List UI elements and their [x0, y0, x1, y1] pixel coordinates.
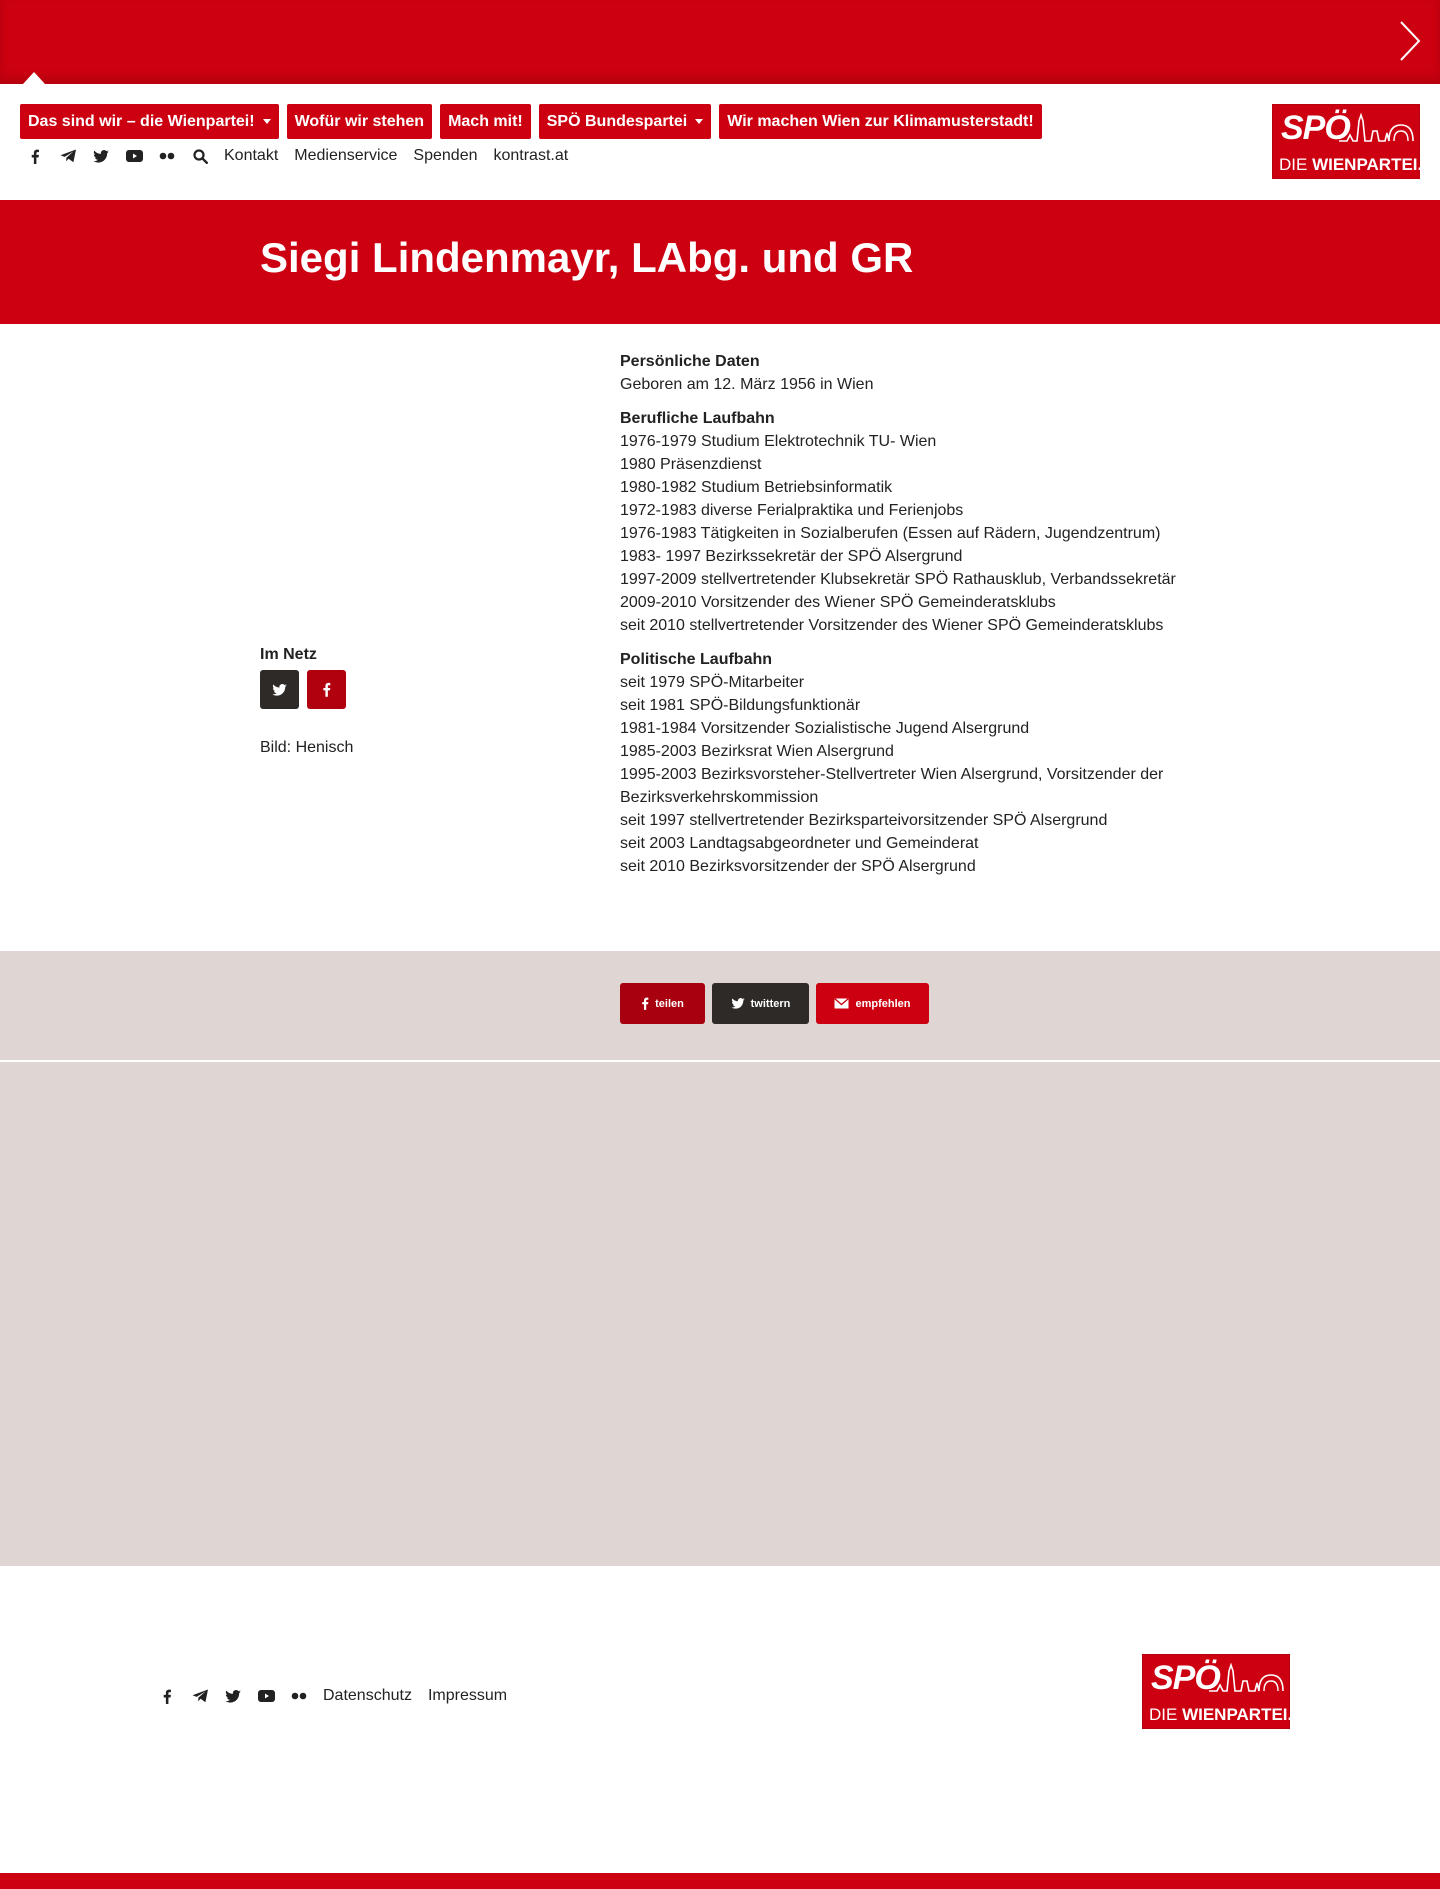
telegram-icon[interactable] — [59, 147, 77, 165]
nav-label: Wir machen Wien zur Klimamusterstadt! — [727, 113, 1034, 130]
caret-down-icon — [263, 119, 271, 124]
share-buttons — [620, 983, 929, 1024]
nav-label: Das sind wir – die Wienpartei! — [28, 113, 255, 130]
link-spenden[interactable]: Spenden — [413, 147, 478, 164]
list-item: 2009-2010 Vorsitzender des Wiener SPÖ Gemeinderatsklubs — [620, 594, 1056, 611]
section-title: Politische Laufbahn — [620, 651, 773, 668]
nav-item-das-sind-wir[interactable] — [20, 104, 279, 139]
bio-section-career — [620, 407, 1200, 637]
hero-banner — [0, 200, 1440, 324]
list-item: 1985-2003 Bezirksrat Wien Alsergrund — [620, 743, 894, 760]
facebook-icon[interactable] — [158, 1687, 176, 1705]
profile-social-links — [260, 670, 353, 709]
list-item: seit 2010 Bezirksvorsitzender der SPÖ Alsergrund — [620, 858, 976, 875]
footer-spoe-logo[interactable] — [1142, 1654, 1293, 1729]
chevron-right-icon[interactable] — [1395, 16, 1425, 66]
section-title: Berufliche Laufbahn — [620, 410, 775, 427]
logo-brand: SPÖ — [1151, 1659, 1220, 1697]
list-item: 1983- 1997 Bezirkssekretär der SPÖ Alsergrund — [620, 548, 963, 565]
facebook-icon — [322, 682, 331, 697]
nav-label: Mach mit! — [448, 113, 523, 130]
page-title: Siegi Lindenmayr, LAbg. und GR — [260, 234, 914, 281]
list-item: seit 2003 Landtagsabgeordneter und Gemeinderat — [620, 835, 979, 852]
twitter-icon[interactable] — [224, 1687, 242, 1705]
mail-icon — [834, 998, 849, 1009]
list-item: seit 1979 SPÖ-Mitarbeiter — [620, 674, 805, 691]
spoe-logo[interactable] — [1272, 104, 1423, 179]
top-banner — [0, 0, 1440, 84]
facebook-icon[interactable] — [26, 147, 44, 165]
list-item: 1997-2009 stellvertretender Klubsekretär SPÖ Rathausklub, Verbandssekretär — [620, 571, 1176, 588]
flickr-icon[interactable] — [290, 1687, 308, 1705]
list-item: 1980-1982 Studium Betriebsinformatik — [620, 479, 893, 496]
share-twitter-button[interactable] — [712, 983, 809, 1024]
list-item: 1980 Präsenzdienst — [620, 456, 762, 473]
link-medienservice[interactable]: Medienservice — [294, 147, 398, 164]
share-facebook-button[interactable] — [620, 983, 705, 1024]
flickr-icon[interactable] — [158, 147, 176, 165]
bio-section-personal — [620, 350, 1200, 396]
section-title: Persönliche Daten — [620, 353, 760, 370]
telegram-icon[interactable] — [191, 1687, 209, 1705]
nav-item-wofuer-wir-stehen[interactable] — [287, 104, 433, 139]
share-bar — [0, 951, 1440, 1061]
skyline-icon — [1209, 1661, 1287, 1701]
nav-item-spoe-bundespartei[interactable] — [539, 104, 711, 139]
list-item: seit 2010 stellvertretender Vorsitzender des Wiener SPÖ Gemeinderatsklubs — [620, 617, 1164, 634]
list-item: 1995-2003 Bezirksvorsteher-Stellvertreter Wien Alsergrund, Vorsitzender der Bezirksverkehrskommission — [620, 766, 1164, 806]
link-datenschutz[interactable]: Datenschutz — [323, 1687, 412, 1704]
share-email-label: empfehlen — [855, 997, 911, 1010]
caret-down-icon — [695, 119, 703, 124]
search-icon[interactable] — [191, 147, 209, 165]
footer-nav — [158, 1685, 523, 1707]
bio-content — [620, 350, 1200, 889]
sidebar-label: Im Netz — [260, 646, 317, 663]
twitter-icon — [272, 684, 287, 696]
logo-tag-bold: WIENPARTEI. — [1312, 155, 1423, 174]
list-item: 1976-1983 Tätigkeiten in Sozialberufen (Essen auf Rädern, Jugendzentrum) — [620, 525, 1161, 542]
youtube-icon[interactable] — [257, 1687, 275, 1705]
banner-notch — [23, 72, 45, 84]
link-kontrast[interactable]: kontrast.at — [493, 147, 569, 164]
youtube-icon[interactable] — [125, 147, 143, 165]
nav-label: SPÖ Bundespartei — [546, 113, 688, 130]
profile-facebook-button[interactable] — [307, 670, 346, 709]
list-item: 1972-1983 diverse Ferialpraktika und Ferienjobs — [620, 502, 964, 519]
nav-item-mach-mit[interactable] — [440, 104, 531, 139]
list-item: Geboren am 12. März 1956 in Wien — [620, 376, 874, 393]
sidebar — [260, 646, 353, 757]
share-email-button[interactable] — [816, 983, 929, 1024]
logo-brand: SPÖ — [1281, 109, 1350, 147]
logo-tag-prefix: DIE — [1149, 1705, 1183, 1724]
logo-tagline — [1149, 1705, 1292, 1725]
list-item: seit 1997 stellvertretender Bezirksparteivorsitzender SPÖ Alsergrund — [620, 812, 1108, 829]
nav-label: Wofür wir stehen — [294, 113, 425, 130]
link-impressum[interactable]: Impressum — [427, 1687, 508, 1704]
sub-nav — [26, 145, 584, 167]
image-credit: Bild: Henisch — [260, 739, 354, 756]
twitter-icon[interactable] — [92, 147, 110, 165]
list-item: 1976-1979 Studium Elektrotechnik TU- Wien — [620, 433, 937, 450]
share-twitter-label: twittern — [750, 997, 791, 1010]
content-band — [0, 1062, 1440, 1566]
link-kontakt[interactable]: Kontakt — [224, 147, 279, 164]
main-nav — [20, 104, 1042, 139]
list-item: seit 1981 SPÖ-Bildungsfunktionär — [620, 697, 861, 714]
footer-bottom-bar — [0, 1873, 1440, 1889]
logo-tag-bold: WIENPARTEI. — [1182, 1705, 1293, 1724]
bio-section-political — [620, 648, 1200, 878]
nav-item-klimamusterstadt[interactable] — [719, 104, 1041, 139]
logo-tag-prefix: DIE — [1279, 155, 1313, 174]
logo-tagline — [1279, 155, 1422, 175]
profile-twitter-button[interactable] — [260, 670, 299, 709]
list-item: 1981-1984 Vorsitzender Sozialistische Jugend Alsergrund — [620, 720, 1030, 737]
share-facebook-label: teilen — [655, 997, 684, 1010]
facebook-icon — [641, 997, 649, 1010]
skyline-icon — [1339, 111, 1417, 151]
twitter-icon — [731, 998, 745, 1009]
